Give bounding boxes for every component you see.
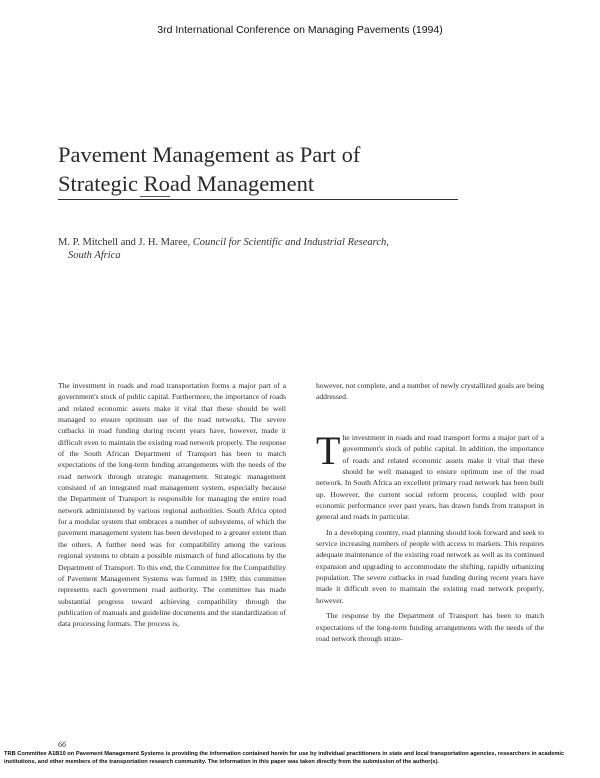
body-paragraph-1: [316, 428, 544, 523]
body-paragraph-1-text: he investment in roads and road transport forms a major part of a government's stock of public capital. In addition, the importance of roads and related economic assets make it vital that these should be well managed to ensure optimum use of the road network. In South Africa an excellent primary road network has been built up. However, the current social reform process, coupled with poor economic performance over past years, has drawn funds from transport in general and roads in particular.: [316, 433, 544, 522]
abstract-continuation: however, not complete, and a number of newly crystallized goals are being addressed.: [316, 381, 544, 402]
page-number: 66: [58, 740, 66, 749]
author-country: South Africa: [68, 250, 121, 261]
author-names: M. P. Mitchell and J. H. Maree,: [58, 237, 191, 248]
drop-cap: T: [316, 428, 341, 473]
title-line-2: Strategic Road Management: [58, 171, 315, 196]
abstract-column: [58, 380, 286, 630]
body-paragraph-2: In a developing country, road planning should look forward and seek to service increasing numbers of people with access to markets. This requires adequate maintenance of the existing road network as well as its continued expansion and upgrading to accommodate the shifting, rapidly urbanizing population. The severe cutbacks in road funding during recent years have made it difficult even to maintain the existing road network properly, however.: [316, 527, 544, 605]
author-affiliation: Council for Scientific and Industrial Research,: [192, 237, 389, 248]
author-block: [58, 236, 478, 262]
body-paragraph-3: The response by the Department of Transport has been to match expectations of the long-term funding arrangements with the needs of the road network through strate-: [316, 611, 544, 643]
conference-header: 3rd International Conference on Managing Pavements (1994): [157, 24, 443, 36]
footnote: TRB Committee A1B10 on Pavement Management Systems is providing the information contained herein for use by individual practitioners in state and local transportation agencies, researchers in academic institutions, and other members of the transportation research community. The information in this paper was taken directly from the submission of the author(s).: [4, 751, 565, 765]
abstract-text: The investment in roads and road transportation forms a major part of a government's stock of public capital. Furthermore, the importance of roads and related economic assets make it vital that these should be well managed to ensure optimum use of the road networks. The severe cutbacks in road funding during recent years have, however, made it difficult even to maintain the existing road network properly. The response of the South African Department of Transport has been to match expectations of the long-term funding arrangements with the needs of the road network through strategic management. Strategic management consisted of an integrated road management system, especially because the Department of Transport is responsible for managing the entire road network administered by various regional authorities. South Africa opted for a modular system that embraces a number of subsystems, of which the pavement management system has been developed to a greater extent than the others. A further need was for compatibility among the various regional systems to obtain a possible mismatch of fund allocations by the Department of Transport. To this end, the Committee for the Compatibility of Pavement Management Systems was formed in 1989; this committee represents each government road authority. The committee has made substantial progress toward achieving compatibility through the publication of manuals and guideline documents and the standardization of data processing formats. The process is,: [58, 381, 286, 629]
title-rule-accent: [140, 196, 170, 201]
title-rule: [58, 199, 458, 200]
paper-title: [58, 140, 498, 198]
body-column: [316, 428, 544, 648]
title-line-1: Pavement Management as Part of: [58, 142, 361, 167]
abstract-continuation-column: [316, 380, 544, 403]
